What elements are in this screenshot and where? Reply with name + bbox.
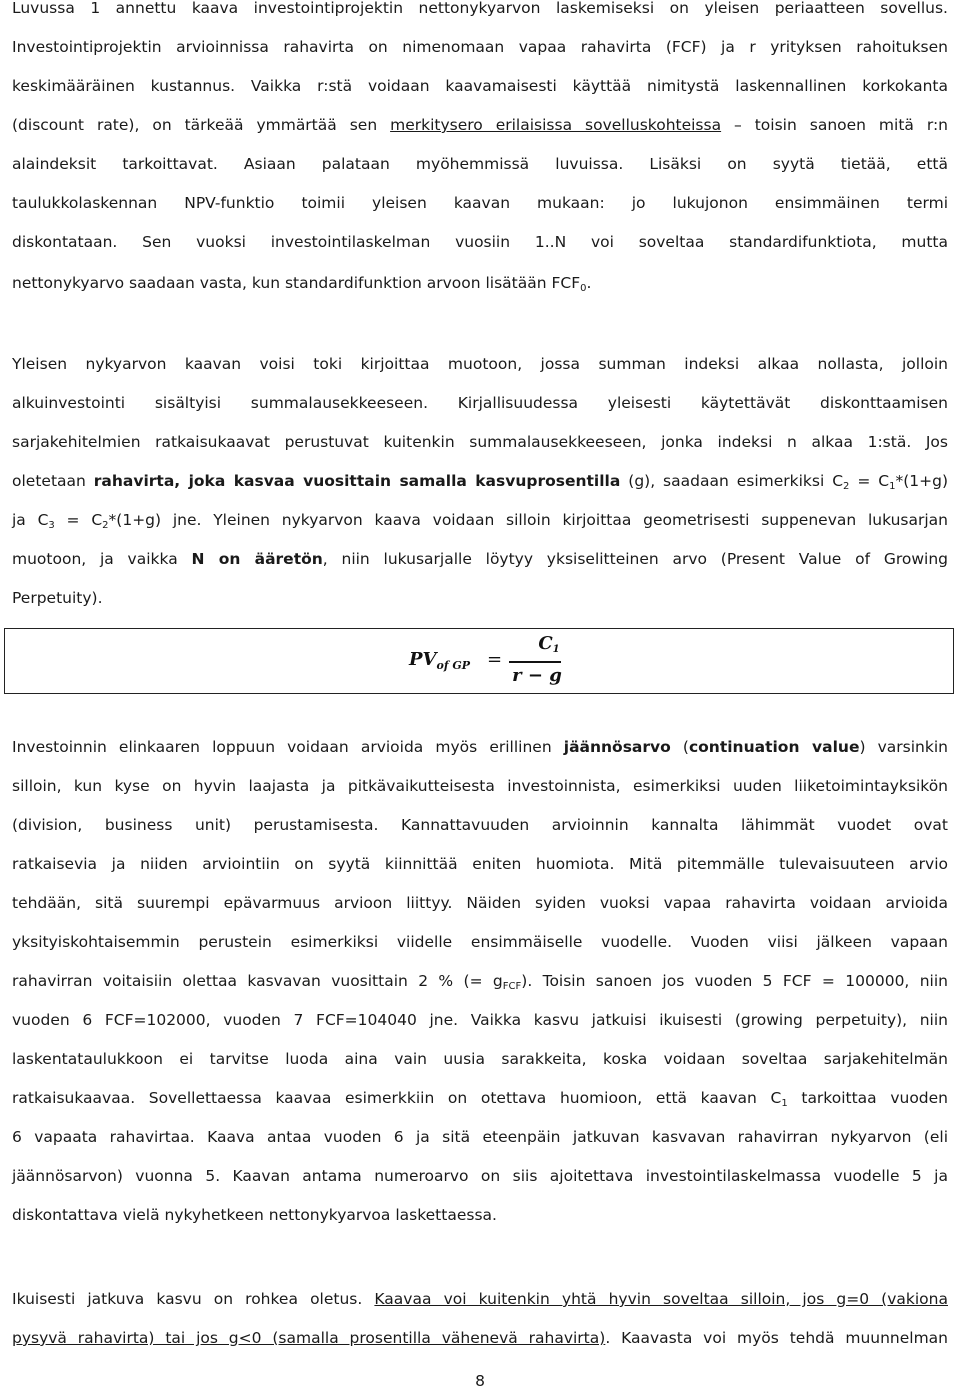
p4-line-1 [12,1284,948,1314]
formula-lhs [409,649,470,670]
p1-line-8-subscript: 0 [580,283,587,294]
p3-line-1-text-a: Investoinnin elinkaaren loppuun voidaan arvioida myös erillinen [12,738,564,756]
p3-bold-continuation-value: continuation value [688,738,860,756]
p3-line-5: tehdään, sitä suurempi epävarmuus arvioon liittyy. Näiden syiden vuoksi vapaa rahavirta voidaan arvioida [12,894,948,912]
p3-line-2: silloin, kun kyse on hyvin laajasta ja pitkävaikutteisesta investoinnista, esimerkiksi uuden liiketoimintayksikön [12,777,948,795]
p2-line-4-text-a: oletetaan [12,472,94,490]
p3-line-7 [12,966,948,996]
p1-line-4-text-a: (discount rate), on tärkeää ymmärtää sen [12,116,391,134]
formula-pv: PV [409,649,437,670]
p3-line-1-text-c: ( [670,738,689,756]
p1-underlined-phrase: merkitysero erilaisissa sovelluskohteissa [390,116,722,134]
p2-line-4-text-d: = C [849,472,890,490]
formula-equals: = [487,649,503,670]
p3-line-6: yksityiskohtaisemmin perustein esimerkiksi viidelle ensimmäiselle vuodelle. Vuoden viisi jälkeen vapaan [12,933,948,951]
p2-line-5 [12,505,948,535]
p2-line-4-text-e: *(1+g) [895,472,948,490]
p1-line-4 [12,110,948,140]
p2-line-6-text-c: , niin lukusarjalle löytyy yksiselitteinen arvo (Present Value of Growing [322,550,948,568]
p2-sub-2: 2 [843,481,850,492]
p1-line-1: Luvussa 1 annettu kaava investointiprojektin nettonykyarvon laskemiseksi on yleisen periaatteen sovellus. [12,0,948,17]
formula-c: C [538,633,553,654]
p2-sub-1: 1 [889,481,896,492]
p2-sub-3: 3 [48,520,55,531]
p3-line-8: vuoden 6 FCF=102000, vuoden 7 FCF=104040 jne. Vaikka kasvu jatkuisi ikuisesti (growing perpetuity), niin [12,1011,948,1029]
formula-numerator [529,633,569,654]
p3-line-7-text-b: ). Toisin sanoen jos vuoden 5 FCF = 100000, niin [521,972,948,990]
p2-line-7: Perpetuity). [12,589,103,607]
p3-line-10-text-b: tarkoittaa vuoden [787,1089,948,1107]
formula-box [4,628,954,694]
p1-line-6: taulukkolaskennan NPV-funktio toimii yleisen kaavan mukaan: jo lukujonon ensimmäinen termi [12,194,948,212]
p3-bold-residual-value: jäännösarvo [563,738,671,756]
p1-line-4-text-b: – toisin sanoen mitä r:n [721,116,949,134]
formula-fraction-bar [509,661,561,663]
p1-line-2: Investointiprojektin arvioinnissa rahavirta on nimenomaan vapaa rahavirta (FCF) ja r yrityksen rahoituksen [12,38,948,56]
p1-line-8-text: nettonykyarvo saadaan vasta, kun standardifunktion arvoon lisätään FCF [12,274,581,292]
p3-line-9: laskentataulukkoon ei tarvitse luoda aina vain uusia sarakkeita, koska voidaan soveltaa sarjakehitelmän [12,1050,948,1068]
p2-line-6 [12,544,948,574]
p3-line-1-text-e: ) varsinkin [859,738,948,756]
p3-line-4: ratkaisevia ja niiden arviointiin on syytä kiinnittää eniten huomiota. Mitä pitemmälle tulevaisuuteen arvio [12,855,948,873]
p3-line-1 [12,732,948,762]
p4-underlined-phrase-1: Kaavaa voi kuitenkin yhtä hyvin soveltaa silloin, jos g=0 (vakiona [374,1290,948,1308]
p3-sub-1: 1 [781,1098,788,1109]
p1-line-8 [12,268,948,298]
p3-line-10 [12,1083,948,1113]
p1-line-8-end: . [586,274,592,292]
p3-line-11: 6 vapaata rahavirtaa. Kaava antaa vuoden 6 ja sitä eteenpäin jatkuvan kasvavan rahavirran nykyarvon (eli [12,1128,948,1146]
p2-line-5-text-b: = C [54,511,103,529]
p4-line-1-text-a: Ikuisesti jatkuva kasvu on rohkea oletus. [12,1290,375,1308]
p4-underlined-phrase-2: pysyvä rahavirta) tai jos g<0 (samalla prosentilla vähenevä rahavirta) [12,1329,606,1347]
p2-bold-infinite: N on ääretön [191,550,323,568]
page-number: 8 [475,1372,485,1390]
p2-line-1: Yleisen nykyarvon kaavan voisi toki kirjoittaa muotoon, jossa summan indeksi alkaa nollasta, jolloin [12,355,948,373]
p2-line-4 [12,466,948,496]
formula-c-subscript: 1 [552,644,560,655]
pv-growing-perpetuity-formula [409,635,609,689]
p2-line-6-text-a: muotoon, ja vaikka [12,550,192,568]
p4-line-2 [12,1323,948,1353]
p1-line-5: alaindeksit tarkoittavat. Asiaan palataan myöhemmissä luvuissa. Lisäksi on syytä tietää, että [12,155,948,173]
p3-line-7-text-a: rahavirran voitaisiin olettaa kasvavan vuosittain 2 % (= g [12,972,503,990]
p3-sub-fcf: FCF [502,981,522,992]
formula-pv-subscript: of GP [436,659,471,672]
p2-line-4-text-c: (g), saadaan esimerkiksi C [620,472,844,490]
p3-line-13: diskontattava vielä nykyhetkeen nettonykyarvoa laskettaessa. [12,1206,497,1224]
p1-line-7: diskontataan. Sen vuoksi investointilaskelman vuosiin 1..N voi soveltaa standardifunktiota, mutta [12,233,948,251]
p4-line-2-text-b: . Kaavasta voi myös tehdä muunnelman [605,1329,949,1347]
p2-line-2: alkuinvestointi sisältyisi summalausekkeeseen. Kirjallisuudessa yleisesti käytettävät diskonttaamisen [12,394,948,412]
formula-denominator: r − g [512,665,562,686]
p2-line-5-text-c: *(1+g) jne. Yleinen nykyarvon kaava voidaan silloin kirjoittaa geometrisesti suppenevan lukusarjan [108,511,948,529]
p3-line-12: jäännösarvon) vuonna 5. Kaavan antama numeroarvo on siis ajoitettava investointilaskelmassa vuodelle 5 ja [12,1167,948,1185]
p2-sub-2b: 2 [102,520,109,531]
p2-line-5-text-a: ja C [12,511,49,529]
p3-line-10-text-a: ratkaisukaavaa. Sovellettaessa kaavaa esimerkkiin on otettava huomioon, että kaavan C [12,1089,782,1107]
p1-line-3: keskimääräinen kustannus. Vaikka r:stä voidaan kaavamaisesti käyttää nimitystä laskennallinen korkokanta [12,77,948,95]
p2-bold-phrase: rahavirta, joka kasvaa vuosittain samalla kasvuprosentilla [93,472,621,490]
p3-line-3: (division, business unit) perustamisesta. Kannattavuuden arvioinnin kannalta lähimmät vuodet ovat [12,816,948,834]
p2-line-3: sarjakehitelmien ratkaisukaavat perustuvat kuitenkin summalausekkeeseen, jonka indeksi n alkaa 1:stä. Jos [12,433,948,451]
